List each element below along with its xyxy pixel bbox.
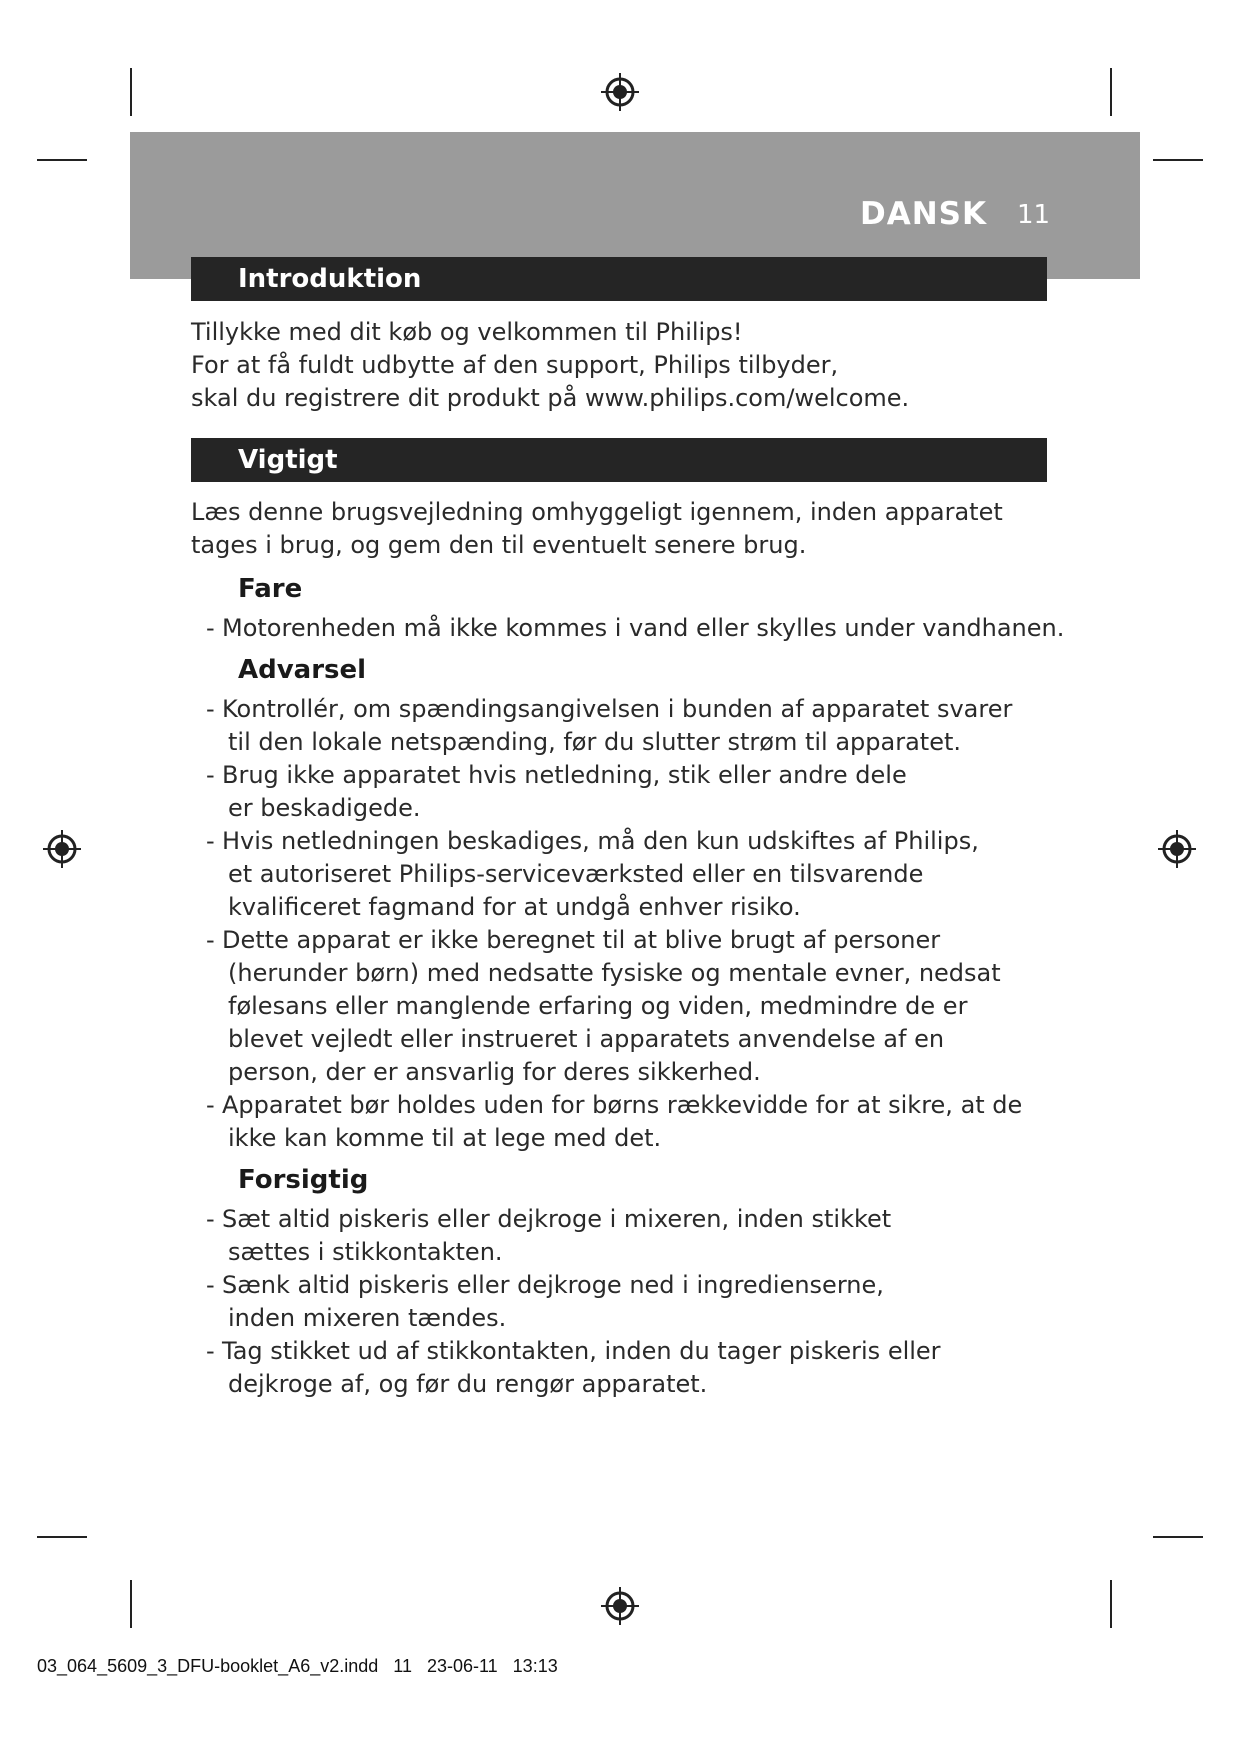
section-title-vigtigt: Vigtigt (191, 438, 1047, 482)
registration-mark-icon (1157, 829, 1197, 869)
crop-mark (1110, 1580, 1112, 1628)
language-label: DANSK (860, 196, 988, 232)
list-item: - Brug ikke apparatet hvis netledning, stik eller andre dele er beskadigede. (206, 761, 907, 822)
intro-paragraph-3: skal du registrere dit produkt på www.philips.com/welcome. (191, 384, 910, 412)
intro-paragraph-2: For at få fuldt udbytte af den support, Philips tilbyder, (191, 351, 839, 379)
crop-mark (130, 1580, 132, 1628)
list-item: - Dette apparat er ikke beregnet til at blive brugt af personer (herunder børn) med nedsatte fysiske og mentale evner, nedsat følesans eller manglende erfaring og viden, medmindre de er blevet vejledt eller instrueret i apparatets anvendelse af en person, der er ansvarlig for deres sikkerhed. (206, 926, 1001, 1086)
crop-mark (37, 159, 87, 161)
crop-mark (1153, 1536, 1203, 1538)
subheading-advarsel: Advarsel (238, 655, 367, 685)
crop-mark (1110, 68, 1112, 116)
registration-mark-icon (600, 72, 640, 112)
registration-mark-icon (42, 829, 82, 869)
subheading-forsigtig: Forsigtig (238, 1165, 369, 1195)
print-slug: 03_064_5609_3_DFU-booklet_A6_v2.indd 11 23-06-11 13:13 (37, 1656, 558, 1676)
list-item: - Hvis netledningen beskadiges, må den kun udskiftes af Philips, et autoriseret Philips-serviceværksted eller en tilsvarende kvalificeret fagmand for at undgå enhver risiko. (206, 827, 979, 921)
crop-mark (1153, 159, 1203, 161)
list-item: - Sænk altid piskeris eller dejkroge ned i ingredienserne, inden mixeren tændes. (206, 1271, 884, 1332)
subheading-fare: Fare (238, 574, 303, 604)
list-item: - Apparatet bør holdes uden for børns rækkevidde for at sikre, at de ikke kan komme til at lege med det. (206, 1091, 1023, 1152)
page-number: 11 (1017, 200, 1051, 230)
vigtigt-intro: Læs denne brugsvejledning omhyggeligt igennem, inden apparatet tages i brug, og gem den til eventuelt senere brug. (191, 498, 1003, 559)
intro-paragraph-1: Tillykke med dit køb og velkommen til Philips! (191, 318, 743, 346)
crop-mark (130, 68, 132, 116)
registration-mark-icon (600, 1586, 640, 1626)
list-item: - Sæt altid piskeris eller dejkroge i mixeren, inden stikket sættes i stikkontakten. (206, 1205, 892, 1266)
section-title-introduktion: Introduktion (191, 257, 1047, 301)
list-item: - Kontrollér, om spændingsangivelsen i bunden af apparatet svarer til den lokale netspænding, før du slutter strøm til apparatet. (206, 695, 1013, 756)
list-item: - Tag stikket ud af stikkontakten, inden du tager piskeris eller dejkroge af, og før du rengør apparatet. (206, 1337, 941, 1398)
crop-mark (37, 1536, 87, 1538)
list-item: - Motorenheden må ikke kommes i vand eller skylles under vandhanen. (206, 614, 1065, 642)
